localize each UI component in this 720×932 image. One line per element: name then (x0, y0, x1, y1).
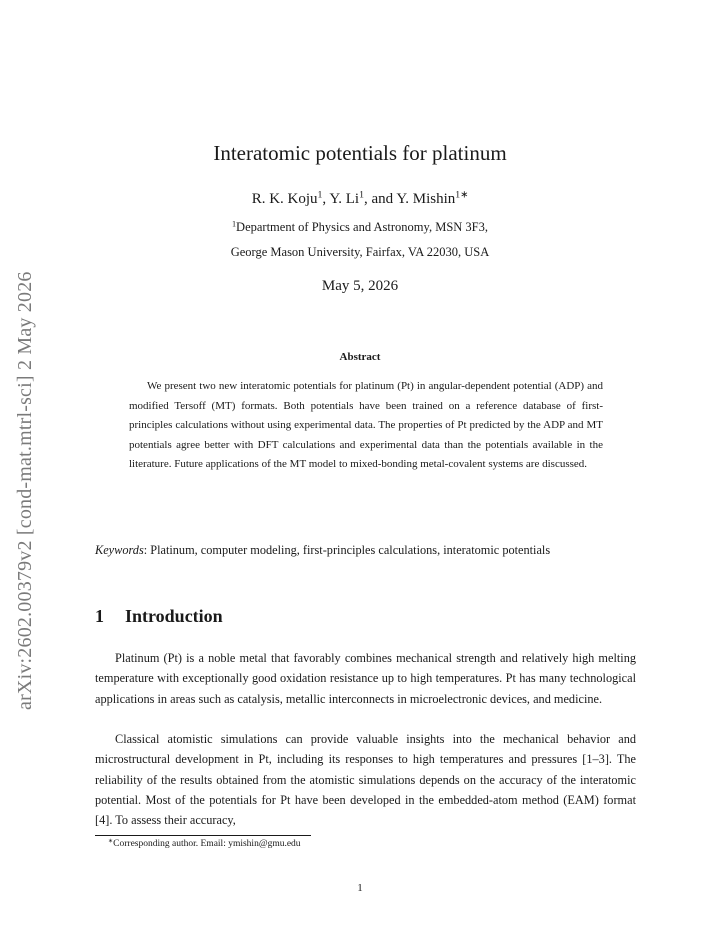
affiliation-mark: 1 (231, 219, 237, 229)
abstract-body: We present two new interatomic potentials for platinum (Pt) in angular-dependent potential (ADP) and modified Tersoff (MT) formats. Both potentials have been trained on a reference database of first-principles calculations without using experimental data. The properties of Pt predicted by the ADP and MT potentials agree better with DFT calculations and experimental data than the potentials available in the literature. Future applications of the MT model to mixed-bonding metal-covalent systems are discussed. (129, 380, 603, 470)
keywords-line: Keywords: Platinum, computer modeling, first-principles calculations, interatomic potentials (95, 543, 551, 557)
section-heading (95, 606, 223, 627)
author-affiliation-mark: 1 (359, 189, 364, 201)
body-paragraph: Classical atomistic simulations can provide valuable insights into the mechanical behavior and microstructural development in Pt, including its responses to high temperatures and pressures [1–3]. The reliability of the results obtained from the atomistic simulations depends on the accuracy of the interatomic potential. Most of the potentials for Pt have been developed in the embedded-atom method (EAM) format [4]. To assess their accuracy, (95, 732, 636, 828)
author-separator: , (322, 191, 330, 207)
affiliation-text: Department of Physics and Astronomy, MSN 3F3, (236, 220, 489, 234)
author-name: Y. Li (329, 191, 360, 207)
arxiv-identifier-stamp: arXiv:2602.00379v2 [cond-mat.mtrl-sci] 2 May 2026 (14, 271, 36, 710)
section-number: 1 (95, 606, 104, 626)
footnote-divider (95, 835, 311, 836)
author-affiliation-mark: 1 (317, 189, 323, 201)
footnote-text: Corresponding author. Email: ymishin@gmu.edu (113, 839, 301, 849)
author-name: Y. Mishin (396, 191, 456, 207)
affiliation-line-2: George Mason University, Fairfax, VA 22030, USA (230, 245, 490, 259)
paper-title: Interatomic potentials for platinum (213, 141, 507, 165)
author-name: R. K. Koju (251, 191, 318, 207)
section-title: Introduction (125, 606, 223, 626)
page-number: 1 (357, 882, 363, 894)
abstract-heading: Abstract (339, 351, 381, 363)
keywords-text: Platinum, computer modeling, first-principles calculations, interatomic potentials (150, 543, 551, 557)
footnote (108, 839, 301, 849)
keywords-label: Keywords (95, 543, 144, 557)
affiliation-line-1 (0, 220, 720, 235)
body-paragraph: Platinum (Pt) is a noble metal that favorably combines mechanical strength and relatively high melting temperature with exceptionally good oxidation resistance up to high temperatures. Pt has many technological applications in areas such as catalysis, metallic interconnects in microelectronic devices, and medicine. (95, 651, 636, 706)
paper-date: May 5, 2026 (321, 278, 399, 294)
author-separator: , and (363, 191, 397, 207)
footnote-mark: ∗ (108, 838, 114, 845)
author-list (0, 191, 720, 208)
author-affiliation-mark: 1∗ (455, 189, 469, 201)
